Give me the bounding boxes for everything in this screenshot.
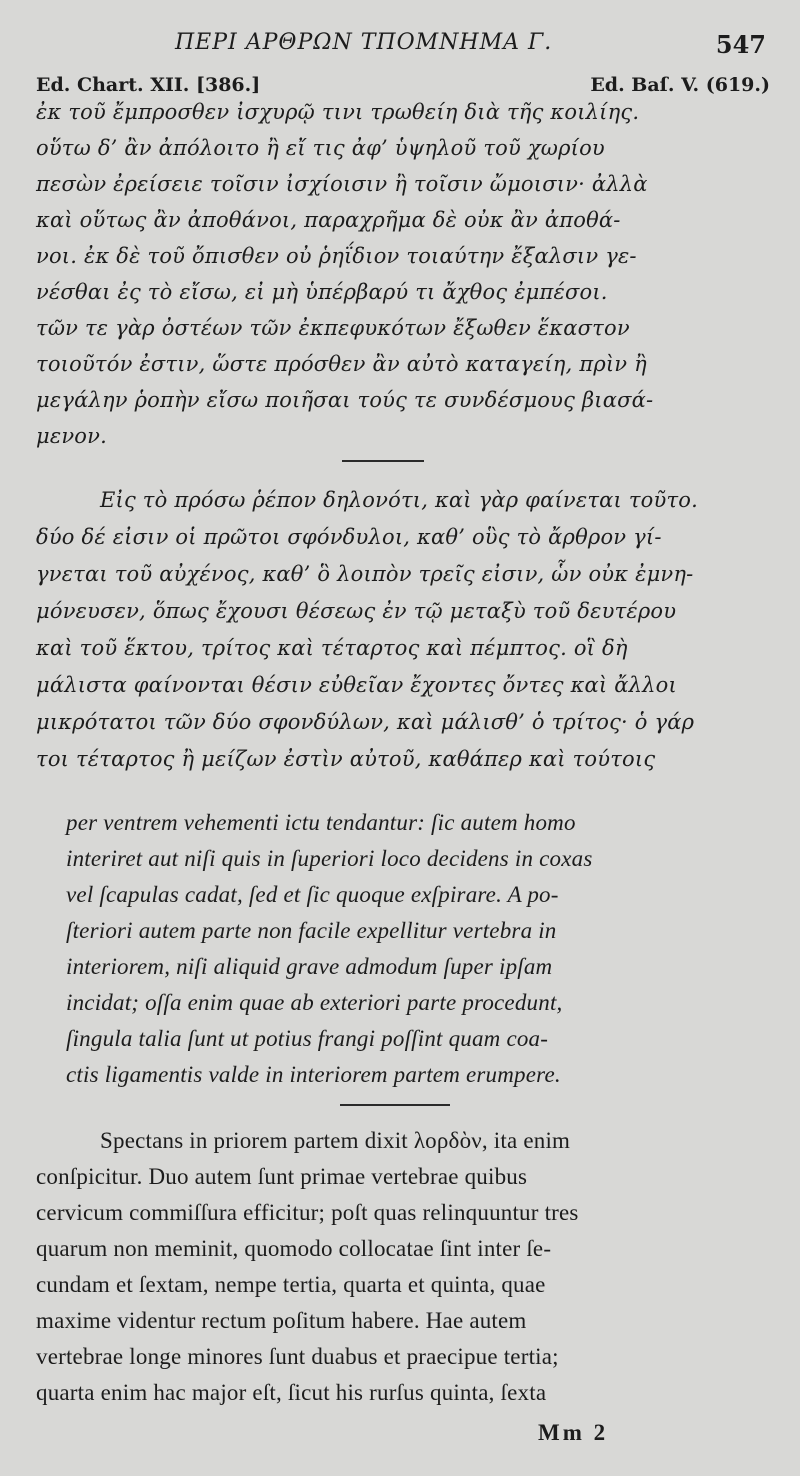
greek-line: νέσθαι ἐς τὸ εἴσω, εἰ μὴ ὑπέρβαρύ τι ἄχθος ἐμπέσοι. — [36, 280, 608, 304]
latin-italic-line: interiret aut niſi quis in ſuperiori loco decidens in coxas — [66, 846, 593, 871]
latin-italic-line: incidat; oſſa enim quae ab exteriori parte procedunt, — [66, 990, 563, 1015]
greek-line: δύο δέ εἰσιν οἱ πρῶτοι σφόνδυλοι, καθ’ οὓς τὸ ἄρθρον γί- — [36, 525, 662, 549]
greek-line: μεγάλην ῥοπὴν εἴσω ποιῆσαι τούς τε συνδέσμους βιασά- — [36, 388, 654, 412]
latin-italic-line: per ventrem vehementi ictu tendantur: ſic autem homo — [66, 810, 576, 835]
greek-line: ἐκ τοῦ ἔμπροσθεν ἰσχυρῷ τινι τρωθείη διὰ τῆς κοιλίης. — [36, 100, 640, 124]
latin-line: cervicum commiſſura efficitur; poſt quas relinquuntur tres — [36, 1200, 579, 1225]
latin-line: Spectans in priorem partem dixit λορδὸν, ita enim — [100, 1128, 571, 1153]
greek-line: γνεται τοῦ αὐχένος, καθ’ ὃ λοιπὸν τρεῖς εἰσιν, ὧν οὐκ ἐμνη- — [36, 562, 694, 586]
greek-line: καὶ τοῦ ἕκτου, τρίτος καὶ τέταρτος καὶ πέμπτος. οἳ δὴ — [36, 636, 628, 660]
greek-line: τῶν τε γὰρ ὀστέων τῶν ἐκπεφυκότων ἔξωθεν ἕκαστον — [36, 316, 630, 340]
greek-line: τοι τέταρτος ἢ μείζων ἐστὶν αὐτοῦ, καθάπερ καὶ τούτοις — [36, 747, 656, 771]
section-rule — [340, 1104, 450, 1106]
latin-line: quarum non meminit, quomodo collocatae ſint inter ſe- — [36, 1236, 552, 1261]
section-rule — [342, 460, 424, 462]
greek-line: τοιοῦτόν ἐστιν, ὥστε πρόσθεν ἂν αὐτὸ καταγείη, πρὶν ἢ — [36, 352, 647, 376]
edition-reference-right: Ed. Baſ. V. (619.) — [590, 74, 770, 96]
latin-line: cundam et ſextam, nempe tertia, quarta et quinta, quae — [36, 1272, 546, 1297]
greek-line: μικρότατοι τῶν δύο σφονδύλων, καὶ μάλισθ’ ὁ τρίτος· ὁ γάρ — [36, 710, 695, 734]
latin-italic-line: ſingula talia ſunt ut potius frangi poſſint quam coa- — [66, 1026, 549, 1051]
greek-line: οὕτω δ’ ἂν ἀπόλοιτο ἢ εἴ τις ἀφ’ ὑψηλοῦ τοῦ χωρίου — [36, 136, 605, 160]
greek-line: μενον. — [36, 424, 107, 448]
greek-line: μόνευσεν, ὅπως ἔχουσι θέσεως ἐν τῷ μεταξὺ τοῦ δευτέρου — [36, 599, 677, 623]
latin-line: quarta enim hac major eſt, ſicut his rurſus quinta, ſexta — [36, 1380, 547, 1405]
page-number: 547 — [715, 30, 766, 59]
running-title: ΠΕΡΙ ΑΡΘΡΩΝ ΤΠΟΜΝΗΜΑ Γ. — [175, 30, 553, 55]
latin-italic-line: interiorem, niſi aliquid grave admodum ſuper ipſam — [66, 954, 553, 979]
latin-line: vertebrae longe minores ſunt duabus et praecipue tertia; — [36, 1344, 559, 1369]
latin-line: maxime videntur rectum poſitum habere. Hae autem — [36, 1308, 527, 1333]
greek-line: καὶ οὕτως ἂν ἀποθάνοι, παραχρῆμα δὲ οὐκ ἂν ἀποθά- — [36, 208, 621, 232]
latin-italic-line: ſteriori autem parte non facile expellitur vertebra in — [66, 918, 557, 943]
latin-line: conſpicitur. Duo autem ſunt primae vertebrae quibus — [36, 1164, 528, 1189]
greek-line: μάλιστα φαίνονται θέσιν εὐθεῖαν ἔχοντες ὄντες καὶ ἄλλοι — [36, 673, 677, 697]
greek-line: πεσὼν ἐρείσειε τοῖσιν ἰσχίοισιν ἢ τοῖσιν ὤμοισιν· ἀλλὰ — [36, 172, 648, 196]
greek-line: νοι. ἐκ δὲ τοῦ ὄπισθεν οὐ ῥηΐδιον τοιαύτην ἔξαλσιν γε- — [36, 244, 637, 268]
edition-reference-left: Ed. Chart. XII. [386.] — [36, 74, 261, 96]
latin-italic-line: vel ſcapulas cadat, ſed et ſic quoque exſpirare. A po- — [66, 882, 559, 907]
greek-line: Εἰς τὸ πρόσω ῥέπον δηλονότι, καὶ γὰρ φαίνεται τοῦτο. — [100, 488, 698, 512]
latin-italic-line: ctis ligamentis valde in interiorem partem erumpere. — [66, 1062, 561, 1087]
signature-mark: Mm 2 — [538, 1420, 609, 1445]
